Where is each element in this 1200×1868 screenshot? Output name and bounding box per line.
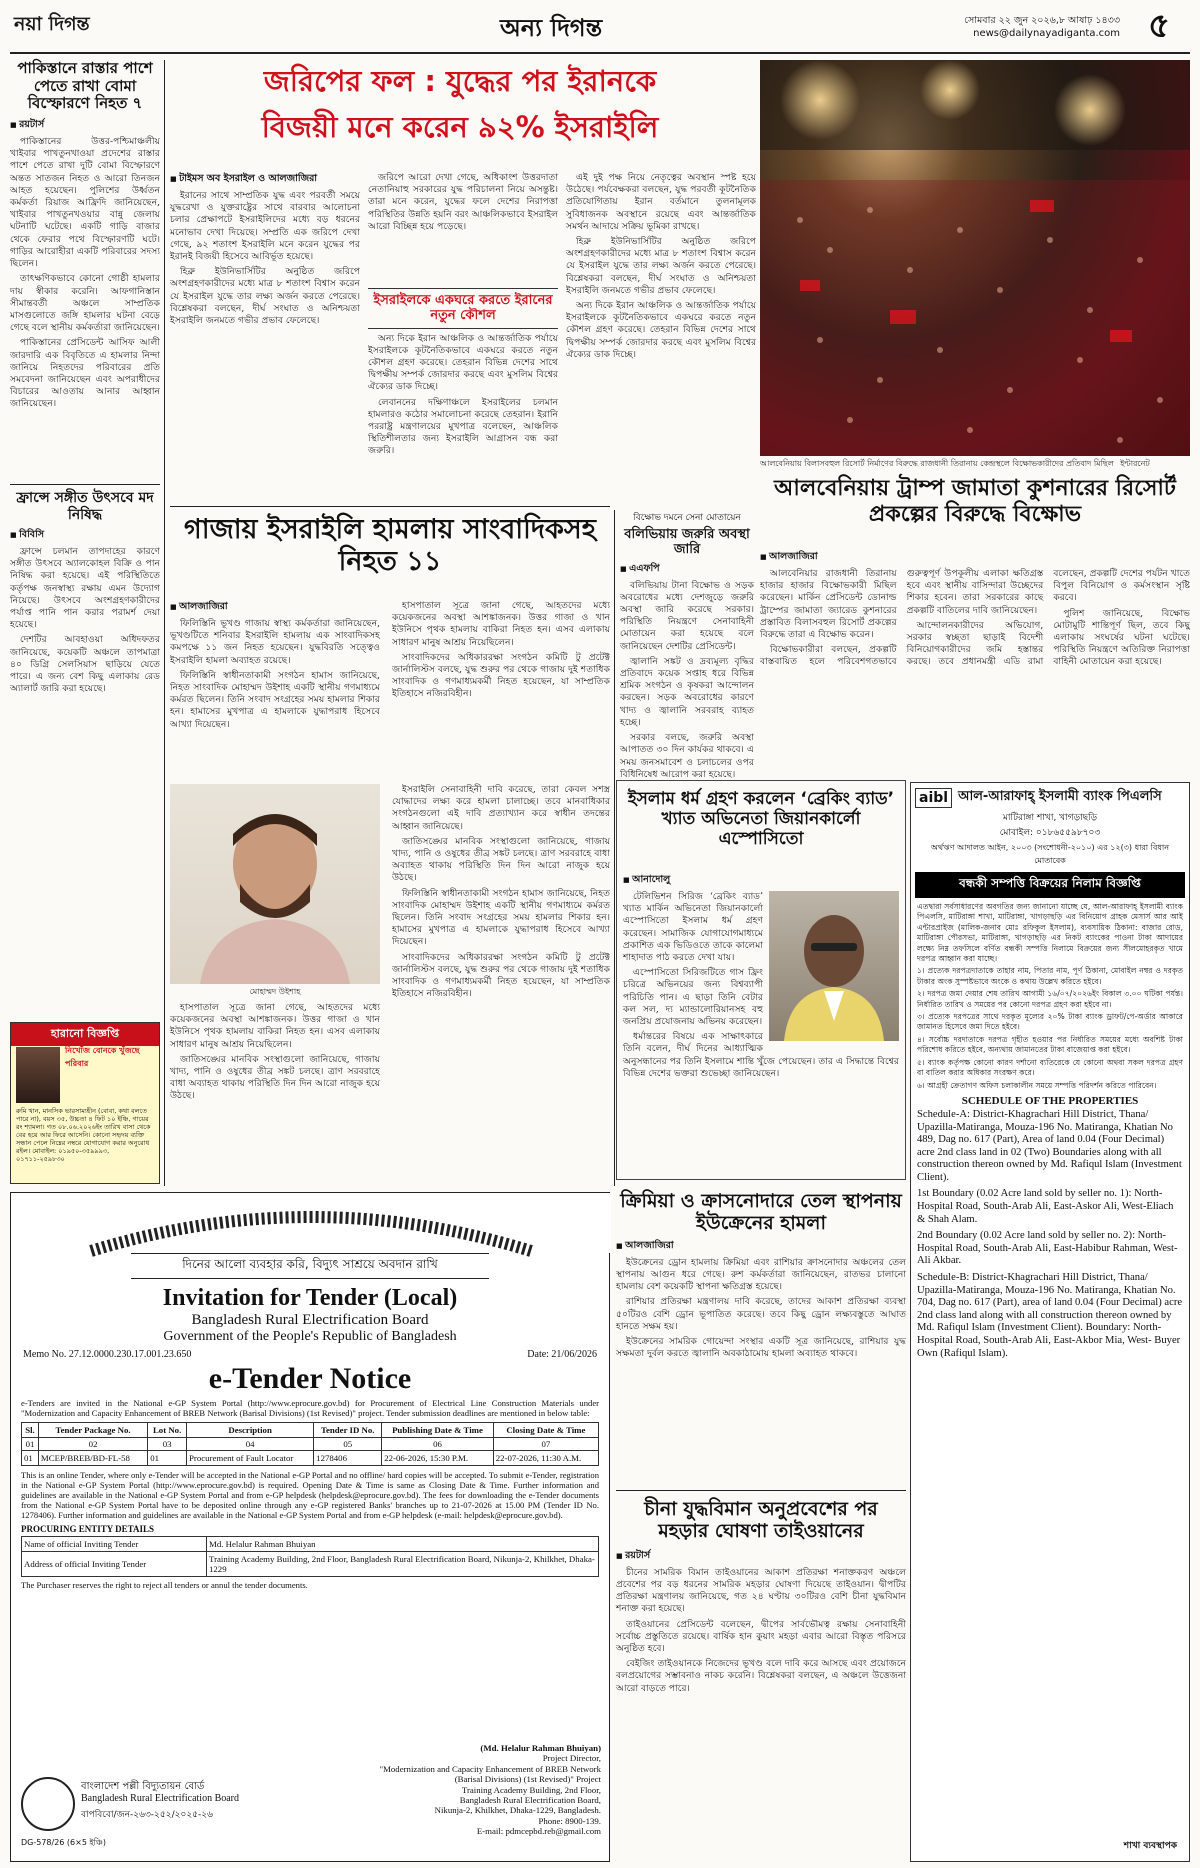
- bank-term: ৪। সর্বোচ্চ দরদাতাকে দরপত্র গৃহীত হওয়ার পর নির্ধারিত সময়ের মধ্যে অবশিষ্ট টাকা পরিশোধ করিতে হইবে, অন্যথায় জামানতের টাকা বাজেয়াপ্ত করা হইবে।: [917, 1034, 1183, 1055]
- main-story-col-1: [170, 172, 360, 502]
- tender-notice-title: e-Tender Notice: [208, 1362, 412, 1395]
- caption-credit: ইন্টারনেট: [1120, 459, 1150, 468]
- table-cell: 1278406: [314, 1451, 382, 1466]
- masthead-rule: [10, 52, 1190, 54]
- tender-memo: Memo No. 27.12.0000.230.17.001.23.650: [23, 1349, 192, 1360]
- table-header: Description: [187, 1423, 314, 1438]
- footer-en: Bangladesh Rural Electrification Board: [81, 1793, 240, 1804]
- france-headline[interactable]: ফ্রান্সে সঙ্গীত উৎসবে মদ নিষিদ্ধ: [16, 490, 154, 523]
- sign-line: Bangladesh Rural Electrification Board,: [459, 1795, 601, 1806]
- bank-header: [911, 783, 1189, 810]
- paragraph: বলিভিয়ায় টানা বিক্ষোভ ও সড়ক অবরোধের মধ্যে দেশজুড়ে জরুরি অবস্থা জারি করেছে সরকার। পরিস্থিতি নিয়ন্ত্রণে সেনাবাহিনী মোতায়েন করা হয়েছে বলে জানিয়েছেন দেশটির প্রেসিডেন্ট।: [620, 579, 754, 652]
- tender-slogan: দিনের আলো ব্যবহার করি, বিদ্যুৎ সাশ্রয়ে অবদান রাখি: [131, 1253, 489, 1279]
- bank-term: ৫। ব্যাংক কর্তৃপক্ষ কোনো কারণ দর্শানো ব্যতিরেকে যে কোনো অথবা সকল দরপত্র গ্রহণ বা বাতিল করার অধিকার সংরক্ষণ করে।: [917, 1057, 1183, 1078]
- paragraph: ইসরাইলি সেনাবাহিনী দাবি করেছে, তারা কেবল সশস্ত্র যোদ্ধাদের লক্ষ্য করে হামলা চালাচ্ছে। তবে মানবাধিকার সংগঠনগুলো এই দাবি প্রত্যাখ্যান করে স্বাধীন তদন্তের আহ্বান জানিয়েছে।: [392, 784, 610, 832]
- gaza-story-col-1: [170, 600, 380, 776]
- paragraph: অন্য দিকে ইরান আঞ্চলিক ও আন্তর্জাতিক পর্যায়ে ইসরাইলকে কূটনৈতিকভাবে একঘরে করতে নতুন কৌশল গ্রহণ করেছে। তেহরান বিভিন্ন দেশের সাথে দ্বিপক্ষীয় সম্পর্ক জোরদার করছে এবং মুসলিম বিশ্বের ঐক্যের ডাক দিচ্ছে।: [368, 332, 558, 393]
- column-rule: [614, 510, 615, 1186]
- table-header: Closing Date & Time: [493, 1423, 598, 1438]
- bank-mobile: মোবাইল: ০১৮৬৫৫৯৮৭০৩: [999, 828, 1101, 838]
- france-story: [10, 490, 160, 1015]
- table-header: Lot No.: [148, 1423, 187, 1438]
- entity-title: PROCURING ENTITY DETAILS: [21, 1524, 155, 1534]
- bank-term: ৬। আগ্রহী ক্রেতাগণ অফিস চলাকালীন সময়ে সম্পত্তি পরিদর্শন করিতে পারিবেন।: [917, 1080, 1157, 1090]
- paragraph: জরিপে আরো দেখা গেছে, অধিকাংশ উত্তরদাতা নেতানিয়াহু সরকারের যুদ্ধ পরিচালনা নিয়ে অসন্তুষ্ট। তারা মনে করেন, যুদ্ধের ফলে দেশের নিরাপত্তা পরিস্থিতির উন্নতি হয়নি বরং আঞ্চলিকভাবে ইসরাইল আরো বিচ্ছিন্ন হয়ে পড়েছে।: [368, 172, 558, 232]
- crimea-story: [616, 1186, 906, 1486]
- tender-notice: [10, 1192, 610, 1862]
- pakistan-story: [10, 60, 160, 480]
- paragraph: জ্বালানি সঙ্কট ও দ্রব্যমূল্য বৃদ্ধির প্রতিবাদে কয়েক সপ্তাহ ধরে বিভিন্ন শ্রমিক সংগঠন ও কৃষকরা আন্দোলন করছেন। সড়ক অবরোধের কারণে খাদ্য ও জ্বালানি সরবরাহ ব্যাহত হচ্ছে।: [620, 655, 754, 728]
- table-cell: 02: [38, 1438, 147, 1451]
- france-byline: ■ বিবিসি: [10, 528, 160, 543]
- albania-headline[interactable]: আলবেনিয়ায় ট্রাম্প জামাতা কুশনারের রিসোর্ট প্রকল্পের বিরুদ্ধে বিক্ষোভ: [774, 476, 1176, 527]
- bank-signature: শাখা ব্যবস্থাপক: [1123, 1841, 1177, 1851]
- tender-gov: Government of the People's Republic of Bangladesh: [163, 1329, 457, 1344]
- bolivia-story: [620, 510, 754, 780]
- bolivia-body: [620, 579, 754, 780]
- albania-body: [760, 568, 1190, 788]
- albania-protest-photo[interactable]: [760, 60, 1190, 456]
- crowd-illustration: [760, 60, 1190, 456]
- main-headline-line-1[interactable]: জরিপের ফল : যুদ্ধের পর ইরানকে: [263, 64, 657, 98]
- taiwan-story: [616, 1496, 906, 1862]
- table-index-row: [22, 1438, 599, 1451]
- paragraph: হিব্রু ইউনিভার্সিটির অনুষ্ঠিত জরিপে অংশগ্রহণকারীদের মধ্যে মাত্র ৮ শতাংশ বিশ্বাস করেন যে ইসরাইল যুদ্ধে তার লক্ষ্য অর্জন করতে পেরেছে। বিশ্লেষকরা বলছেন, দীর্ঘ সংঘাত ও অনিশ্চয়তা ইসরাইলি জনমতে গভীর প্রভাব ফেলেছে।: [170, 266, 360, 327]
- bank-branch: মাটিরাঙ্গা শাখা, খাগড়াছড়ি: [1002, 813, 1098, 823]
- journalist-photo-caption: মোহাম্মদ উইশাহ: [249, 987, 301, 996]
- breb-logo-icon: [21, 1777, 75, 1831]
- sign-line: (Barisal Divisions) (1st Revised)" Project: [454, 1774, 601, 1785]
- crimea-headline[interactable]: ক্রিমিয়া ও ক্রাসনোদারে তেল স্থাপনায় ইউক্রেনের হামলা: [620, 1190, 902, 1235]
- paragraph: ফ্রান্সে চলমান তাপদাহের কারণে সঙ্গীত উৎসবে অ্যালকোহল বিক্রি ও পান নিষিদ্ধ করা হয়েছে। এই পরিস্থিতিতে কর্তৃপক্ষ জনস্বাস্থ্য রক্ষায় এমন উদ্যোগ নিয়েছে। উৎসবে অংশগ্রহণকারীদের পর্যাপ্ত পানি পান করার পরামর্শ দেয়া হয়েছে।: [10, 546, 160, 631]
- bolivia-kicker: বিক্ষোভ দমনে সেনা মোতায়েন: [633, 513, 741, 523]
- gaza-story-col-3: [392, 784, 610, 1184]
- paragraph: দেশটির আবহাওয়া অধিদফতর জানিয়েছে, কয়েকটি অঞ্চলে তাপমাত্রা ৪০ ডিগ্রি সেলসিয়াস ছাড়িয়ে যেতে পারে। এ জন্য বেশ কিছু এলাকায় রেড অ্যালার্ট জারি করা হয়েছে।: [10, 634, 160, 695]
- table-cell: 01: [22, 1451, 39, 1466]
- actor-photo[interactable]: [769, 891, 899, 1041]
- tender-table: [21, 1422, 599, 1466]
- table-cell: 03: [148, 1438, 187, 1451]
- paragraph: সাংবাদিকদের অধিকাররক্ষা সংগঠন কমিটি টু প্রটেক্ট জার্নালিস্টস বলছে, যুদ্ধ শুরুর পর থেকে গাজায় দুই শতাধিক সাংবাদিক ও গণমাধ্যমকর্মী নিহত হয়েছেন, যা সাম্প্রতিক ইতিহাসে নজিরবিহীন।: [392, 951, 610, 1000]
- pakistan-byline: ■ রয়টার্স: [10, 118, 160, 133]
- gaza-body: [392, 600, 610, 776]
- main-body: [170, 190, 360, 500]
- islam-byline: ■ আনাদোলু: [623, 873, 899, 888]
- paragraph: হাসপাতাল সূত্রে জানা গেছে, আহতদের মধ্যে কয়েকজনের অবস্থা আশঙ্কাজনক। উত্তর গাজা ও খান ইউনিসে পৃথক হামলায় বাকিরা নিহত হন। এসব এলাকায় সাধারণ মানুষ আশ্রয় নিয়েছিলেন।: [170, 1002, 380, 1050]
- table-header: Sl.: [22, 1423, 39, 1438]
- entity-table: [21, 1536, 599, 1577]
- tender-memo-row: [11, 1345, 609, 1360]
- taiwan-body: [616, 1567, 906, 1857]
- crimea-byline: ■ আলজাজিরা: [616, 1239, 906, 1254]
- gaza-headline[interactable]: গাজায় ইসরাইলি হামলায় সাংবাদিকসহ নিহত ১১: [184, 514, 596, 577]
- gaza-body: [170, 1002, 380, 1184]
- paragraph: সরকার বলছে, জরুরি অবস্থা আপাতত ৩০ দিন কার্যকর থাকবে। এ সময় জনসমাবেশ ও চলাচলের ওপর বিধিনিষেধ আরোপ করা হয়েছে।: [620, 732, 754, 780]
- journalist-photo[interactable]: [170, 784, 380, 984]
- tender-title: Invitation for Tender (Local): [162, 1285, 458, 1311]
- islam-headline[interactable]: ইসলাম ধর্ম গ্রহণ করলেন ‘ব্রেকিং ব্যাড’ খ্যাত অভিনেতা জিয়ানকার্লো এস্পোসিতো: [627, 789, 895, 850]
- divider: [170, 506, 610, 507]
- crimea-body: [616, 1257, 906, 1457]
- footer-bn-2: বাপবিবো/জন-২৬৩-২৫২/২০২৫-২৬: [81, 1810, 213, 1820]
- paragraph: পাকিস্তানের প্রেসিডেন্ট আসিফ আলী জারদারি এক বিবৃতিতে এ হামলার নিন্দা জানিয়ে নিহতদের পরিবারের প্রতি সমবেদনা জানিয়েছেন এবং অপরাধীদের বিচারের আওতায় আনার আহ্বান জানিয়েছেন।: [10, 337, 160, 410]
- paragraph: চীনের সামরিক বিমান তাইওয়ানের আকাশ প্রতিরক্ষা শনাক্তকরণ অঞ্চলে প্রবেশের পর বড় ধরনের সামরিক মহড়ার ঘোষণা দিয়েছে তাইওয়ান। দ্বীপটির প্রতিরক্ষা মন্ত্রণালয় জানিয়েছে, গত ২৪ ঘণ্টায় ৩০টিরও বেশি চীনা যুদ্ধবিমান শনাক্ত করা হয়েছে।: [616, 1566, 906, 1615]
- sign-email[interactable]: E-mail: pdmcepbd.reb@gmail.com: [476, 1826, 601, 1837]
- page-date: সোমবার ২২ জুন ২০২৬,৮ আষাঢ় ১৪৩৩: [964, 15, 1120, 26]
- sign-name: (Md. Helalur Rahman Bhuiyan): [480, 1743, 601, 1753]
- divider: [616, 1490, 906, 1491]
- paragraph: এই দুই পক্ষ নিয়ে নেতৃত্বের অবস্থান স্পষ্ট হয়ে উঠেছে। পর্যবেক্ষকরা বলছেন, যুদ্ধ পরবর্তী কূটনৈতিক প্রতিযোগিতায় ইরান বর্তমানে তুলনামূলক সুবিধাজনক অবস্থানে রয়েছে এবং আন্তর্জাতিক সমর্থন আদায়ে সক্রিয় ভূমিকা রাখছে।: [566, 172, 756, 232]
- paragraph: ফিলিস্তিনি স্বাধীনতাকামী সংগঠন হামাস জানিয়েছে, নিহত সাংবাদিক মোহাম্মদ উইশাহ একটি স্থানীয় গণমাধ্যমে কর্মরত ছিলেন। তিনি সংবাদ সংগ্রহের সময় হামলার শিকার হন। হামাসের মুখপাত্র এ হামলাকে যুদ্ধাপরাধ হিসেবে আখ্যা দিয়েছেন।: [170, 669, 380, 730]
- paragraph: আন্দোলনকারীদের অভিযোগ, সরকার স্বচ্ছতা ছাড়াই বিদেশী বিনিয়োগকারীদের জমি হস্তান্তর করছে। তবে প্রধানমন্ত্রী এডি রামা বলেছেন, প্রকল্পটি দেশের পর্যটন খাতে বিপুল বিনিয়োগ ও কর্মসংস্থান সৃষ্টি করবে।: [906, 568, 1190, 668]
- paragraph: ফিলিস্তিনি ভূখণ্ড গাজায় স্বাস্থ্য কর্মকর্তারা জানিয়েছেন, ভূখণ্ডটিতে শনিবার ইসরাইলি হামলায় এক সাংবাদিকসহ কমপক্ষে ১১ জন নিহত হয়েছেন। যুদ্ধবিরতি সত্ত্বেও ইসরাইলি হামলা অব্যাহত রয়েছে।: [170, 618, 380, 666]
- sign-line: Training Academy Building, 2nd Floor,: [461, 1784, 601, 1795]
- paragraph: সাংবাদিকদের অধিকাররক্ষা সংগঠন কমিটি টু প্রটেক্ট জার্নালিস্টস বলছে, যুদ্ধ শুরুর পর থেকে গাজায় দুই শতাধিক সাংবাদিক ও গণমাধ্যমকর্মী নিহত হয়েছেন, যা সাম্প্রতিক ইতিহাসে নজিরবিহীন।: [392, 651, 610, 700]
- bolivia-headline[interactable]: বলিভিয়ায় জরুরি অবস্থা জারি: [624, 527, 750, 558]
- paragraph: হাসপাতাল সূত্রে জানা গেছে, আহতদের মধ্যে কয়েকজনের অবস্থা আশঙ্কাজনক। উত্তর গাজা ও খান ইউনিসে পৃথক হামলায় বাকিরা নিহত হন। এসব এলাকায় সাধারণ মানুষ আশ্রয় নিয়েছিলেন।: [392, 600, 610, 648]
- bank-term: ২। দরপত্র জমা দেয়ার শেষ তারিখ আগামী ১৬/০৭/২০২৬ইং বিকাল ৩.০০ ঘটিকা পর্যন্ত। নির্ধারিত তারিখ ও সময়ের পর কোনো দরপত্র গ্রহণ করা হইবে না।: [917, 989, 1183, 1009]
- table-cell: 01: [22, 1438, 39, 1451]
- main-body: [368, 172, 558, 284]
- islam-story-inner: [623, 873, 899, 1173]
- tender-intro: e-Tenders are invited in the National e-GP System Portal (http://www.eprocure.gov.bd) for Procurement of Electrical Line Construction Materials under "Modernization and Capacity Enhancement of BREB Network (Barisal Divisions) (1st Revised)" project. Tender submission deadlines are mentioned in below table:: [21, 1398, 599, 1418]
- sign-line: "Modernization and Capacity Enhancement of BREB Network: [379, 1763, 601, 1774]
- table-cell: 06: [382, 1438, 493, 1451]
- schedule-a: Schedule-A: District-Khagrachari Hill District, Thana/ Upazilla-Matiranga, Mouza-196 No. Matiranga, Khatian No 489, Dag no. 617 (Part), Area of land 0.04 (Four Decimal) acre 2nd class land in 02 (Two) Boundaries along with all construction thereon owned by Md. Rafiqul Islam (Investment Client).: [917, 1108, 1182, 1183]
- paragraph: এস্পোসিতো সিরিজটিতে গাস ফ্রিং চরিত্রে অভিনয়ের জন্য বিশ্বব্যাপী পরিচিতি পান। এ ছাড়া তিনি বেটার কল সল, দ্য ম্যান্ডালোরিয়ানসহ বহু জনপ্রিয় প্রযোজনায় অভিনয় করেছেন।: [623, 967, 763, 1028]
- main-sub-headline[interactable]: ইসরাইলকে একঘরে করতে ইরানের নতুন কৌশল: [368, 288, 558, 329]
- paragraph: টেলিভিশন সিরিজ ‘ব্রেকিং ব্যাড’ খ্যাত মার্কিন অভিনেতা জিয়ানকার্লো এস্পোসিতো ইসলাম ধর্ম গ্রহণ করেছেন। সামাজিক যোগাযোগমাধ্যমে প্রকাশিত এক ভিডিওতে তাকে কালেমা শাহাদাত পাঠ করতে দেখা যায়।: [623, 891, 763, 964]
- tender-rights: The Purchaser reserves the right to reject all tenders or annul the tender documents.: [21, 1580, 308, 1590]
- taiwan-headline[interactable]: চীনা যুদ্ধবিমান অনুপ্রবেশের পর মহড়ার ঘোষণা তাইওয়ানের: [644, 1498, 878, 1543]
- boundary-1: 1st Boundary (0.02 Acre land sold by seller no. 1): North-Hospital Road, South-Arab Ali, East-Askor Ali, West-Eliach & Shah Alam.: [917, 1188, 1174, 1225]
- table-cell: 01: [148, 1451, 187, 1466]
- page-number: ৫: [1147, 6, 1171, 46]
- main-story-byline: ■ টাইমস অব ইসরাইল ও আলজাজিরা: [170, 172, 360, 187]
- footer-bn-1: বাংলাদেশ পল্লী বিদ্যুতায়ন বোর্ড: [81, 1781, 205, 1792]
- table-cell: Md. Helalur Rahman Bhuiyan: [207, 1537, 599, 1552]
- paragraph: পুলিশ জানিয়েছে, বিক্ষোভ মোটামুটি শান্তিপূর্ণ ছিল, তবে কিছু এলাকায় সংঘর্ষের ঘটনা ঘটেছে। পরিস্থিতি নিয়ন্ত্রণে অতিরিক্ত নিরাপত্তা বাহিনী মোতায়েন করা হয়েছে।: [1053, 607, 1190, 668]
- paragraph: জাতিসঙ্ঘের মানবিক সংস্থাগুলো জানিয়েছে, গাজায় খাদ্য, পানি ও ওষুধের তীব্র সঙ্কট চলছে। ত্রাণ সরবরাহে বাধা অব্যাহত থাকায় পরিস্থিতি দিন দিন আরো নাজুক হয়ে উঠছে।: [170, 1053, 380, 1102]
- sign-title: Project Director,: [542, 1753, 601, 1764]
- paragraph: পাকিস্তানের উত্তর-পশ্চিমাঞ্চলীয় খাইবার পাখতুনখাওয়া প্রদেশের রাস্তার পাশে পেতে রাখা দুটি বোমা বিস্ফোরণে অন্তত সাতজন নিহত ও আরো তিনজন আহত হয়েছেন। পুলিশের উর্ধ্বতন কর্মকর্তা রিয়াজ আফ্রিদি জানিয়েছেন, খাইবার পাখতুনখওয়ার বান্নু জেলায় ঘটনাটি ঘটেছে। একটি গাড়ি বাজার থেকে ফেরার পথে বিস্ফোরণটি ঘটে। গাড়ির আরোহীরা একটি পরিবারের সদস্য ছিলেন।: [10, 136, 160, 270]
- masthead: [10, 6, 1190, 50]
- tender-org: Bangladesh Rural Electrification Board: [191, 1312, 429, 1328]
- paragraph: রাশিয়ার প্রতিরক্ষা মন্ত্রণালয় দাবি করেছে, তাদের আকাশ প্রতিরক্ষা ব্যবস্থা ৫০টিরও বেশি ড্রোন ভূপাতিত করেছে। তবে কিছু ড্রোন লক্ষ্যবস্তুতে আঘাত হানতে সক্ষম হয়।: [616, 1296, 906, 1332]
- table-cell: 07: [493, 1438, 598, 1451]
- lost-notice-heading: নিখোঁজ বোনকে খুঁজছে পরিবার: [65, 1046, 140, 1068]
- gaza-body: [392, 784, 610, 1184]
- sign-line: Nikunja-2, Khilkhet, Dhaka-1229, Bangladesh.: [434, 1805, 601, 1816]
- gaza-byline: ■ আলজাজিরা: [170, 600, 380, 615]
- lost-notice-text: রুমি খান, মানসিক ভারসাম্যহীন (বোবা, কথা বলতে পারে না), বয়স ৩৫, উচ্চতা ৪ ফিট ১০ ইঞ্চি, গায়ের রং শ্যামলা। গত ০৮.০৬.২০২৬ইং তারিখ বাসা থেকে বের হয়ে আর ফিরে আসেনি। কোনো সহৃদয় ব্যক্তি সন্ধান পেলে নিম্নের নম্বরে যোগাযোগ করার অনুরোধ রইল। মোবাইল: ০১৯৫০-৩৫৯৯৯৩, ০১৭১১-২৫৯৮৩০: [16, 1107, 151, 1163]
- tender-note: This is an online Tender, where only e-Tender will be accepted in the National e-GP Portal and no offline/ hard copies will be accepted. To submit e-Tender, registration in the National e-GP System Portal (http://www.eprocure.gov.bd) is required. Opening Date & Time is same as Closing Date & Time. Further information and guidelines are available in the National e-GP System Portal and from e-GP helpdesk (helpdesk@eprocure.gov.bd). The fees for downloading the e-Tender documents from the National e-GP System Portal have to be deposited online through any e-GP registered Banks' branches up to 21-07-2026 at 15.00 PM (Tender ID No. 1278406). Further information and guidelines are available in the National e-GP System Portal and from e-GP helpdesk (e-mail: helpdesk@eprocure.gov.bd).: [21, 1470, 599, 1520]
- column-rule: [164, 60, 165, 1186]
- schedule-b: Schedule-B: District-Khagrachari Hill District, Thana/ Upazilla-Matiranga, Mouza-196 No. Matiranga, Khatian No. 704, Dag no. 617 (Part), area of land 0.04 (Four Decimal) acre 2nd class land along with all construction thereon owned by Md. Rafiqul Islam (Investment Client). Boundary: North-Hospital Road, South-Arab Ali, East-Akbor Mia, West- Buyer Own (Rafiqul Islam).: [917, 1272, 1183, 1359]
- main-headline: [170, 58, 750, 168]
- paragraph: ইরানের সাথে সাম্প্রতিক যুদ্ধ এবং পরবর্তী সময়ে যুদ্ধরেখা ও যুক্তরাষ্ট্রের সাথে বারবার আলোচনা চলার প্রেক্ষাপটে ইসরাইলিদের মধ্যে বড় ধরনের মনোভাব দেখা দিয়েছে। সম্প্রতি এক জরিপে দেখা গেছে, ৯২ শতাংশ ইসরাইলি মনে করেন যুদ্ধের পর ইরানই বিজয়ী হিসেবে আবির্ভূত হয়েছে।: [170, 190, 360, 263]
- table-row: [22, 1552, 599, 1577]
- bolivia-byline: ■ এএফপি: [620, 562, 754, 577]
- france-body: [10, 546, 160, 1016]
- tender-footer: [21, 1743, 601, 1853]
- paragraph: তাইওয়ানের প্রেসিডেন্ট বলেছেন, দ্বীপের সার্বভৌমত্ব রক্ষায় সেনাবাহিনী সর্বোচ্চ প্রস্তুতিতে রয়েছে। বার্ষিক হান কুয়াং মহড়া এবার আরো বিস্তৃত পরিসরে অনুষ্ঠিত হবে।: [616, 1618, 906, 1655]
- actor-portrait: [769, 891, 899, 1041]
- islam-story-box: [616, 780, 906, 1180]
- contact-email[interactable]: news@dailynayadiganta.com: [973, 28, 1120, 39]
- paragraph: অন্য দিকে ইরান আঞ্চলিক ও আন্তর্জাতিক পর্যায়ে ইসরাইলকে কূটনৈতিকভাবে একঘরে করতে নতুন কৌশল গ্রহণ করেছে। তেহরান বিভিন্ন দেশের সাথে দ্বিপক্ষীয় সম্পর্ক জোরদার করছে এবং মুসলিম বিশ্বের ঐক্যের ডাক দিচ্ছে।: [566, 300, 756, 360]
- albania-story: [760, 550, 1190, 790]
- paragraph: আলবেনিয়ার রাজধানী তিরানায় হাজার হাজার বিক্ষোভকারী মিছিল করেছেন। মার্কিন প্রেসিডেন্ট ডোনাল্ড ট্রাম্পের জামাতা জ্যারেড কুশনারের প্রস্তাবিত বিলাসবহুল রিসোর্ট প্রকল্পের বিরুদ্ধে তারা এ বিক্ষোভ করেন।: [760, 568, 897, 641]
- table-cell: 04: [187, 1438, 314, 1451]
- paragraph: ধর্মান্তরের বিষয়ে এক সাক্ষাৎকারে তিনি বলেন, দীর্ঘ দিনের আধ্যাত্মিক অনুসন্ধানের পর তিনি ইসলামে শান্তি খুঁজে পেয়েছেন। তার এ সিদ্ধান্তে বিশ্বের বিভিন্ন দেশের ভক্তরা শুভেচ্ছা জানিয়েছেন।: [623, 1031, 899, 1079]
- missing-person-photo: [16, 1047, 60, 1103]
- journalist-portrait: [170, 784, 380, 984]
- sign-line: Phone: 8900-139.: [538, 1815, 601, 1826]
- divider: [10, 484, 160, 485]
- paragraph: ইউক্রেনের সামরিক গোয়েন্দা সংস্থার একটি সূত্র জানিয়েছে, রাশিয়ার যুদ্ধ সক্ষমতা দুর্বল করতে জ্বালানি অবকাঠামোয় হামলা অব্যাহত থাকবে।: [616, 1336, 906, 1360]
- gaza-story-col-1b: [170, 1002, 380, 1184]
- main-body: [368, 333, 558, 499]
- paragraph: বিক্ষোভকারীরা বলছেন, প্রকল্পটি বাস্তবায়িত হলে পরিবেশগতভাবে গুরুত্বপূর্ণ উপকূলীয় এলাকা ক্ষতিগ্রস্ত হবে এবং স্থানীয় বাসিন্দারা উচ্ছেদের শিকার হবেন। তারা সরকারের কাছে প্রকল্পটি বাতিলের দাবি জানিয়েছেন।: [760, 568, 1044, 668]
- paragraph: ইউক্রেনের ড্রোন হামলায় ক্রিমিয়া এবং রাশিয়ার ক্রাসনোদার অঞ্চলের তেল স্থাপনায় আগুন ধরে গেছে। রুশ কর্মকর্তারা জানিয়েছেন, রাতভর চালানো হামলায় বেশ কয়েকটি স্থাপনা ক্ষতিগ্রস্ত হয়েছে।: [616, 1256, 906, 1293]
- table-cell: Name of official Inviting Tender: [22, 1537, 207, 1552]
- table-header: Publishing Date & Time: [382, 1423, 493, 1438]
- bank-notice: [910, 782, 1190, 1862]
- pakistan-body: [10, 136, 160, 476]
- albania-byline: ■ আলজাজিরা: [760, 550, 1190, 565]
- bank-intro: এতদ্বারা সর্বসাধারণের অবগতির জন্য জানানো যাচ্ছে যে, আল-আরাফাহ্ ইসলামী ব্যাংক পিএলসি, মাটিরাঙ্গা শাখা, মাটিরাঙ্গা, খাগড়াছড়ি এর বিনিয়োগ গ্রাহক মেসার্স আর আই এন্টারপ্রাইজ (মালিক-জনাব মোঃ রফিকুল ইসলাম), ব্যবসায়িক ঠিকানা: বাজার রোড, মাটিরাঙ্গা পৌরসভা, মাটিরাঙ্গা, খাগড়াছড়ি এর নিকট ব্যাংকের পাওনা টাকা আদায়ের লক্ষ্যে নিম্ন তফসিলে বর্ণিত বন্ধকী সম্পত্তি নিলামে বিক্রয়ের জন্য সীলমোহরকৃত খামে দরপত্র আহ্বান করা যাচ্ছে।: [917, 902, 1183, 964]
- bank-law-line: অর্থঋণ আদালত আইন, ২০০৩ (সংশোধনী-২০১০) এর ১২(৩) ধারা বিধান মোতাবেক: [931, 843, 1169, 865]
- lost-notice: [10, 1022, 160, 1184]
- bank-name: আল-আরাফাহ্ ইসলামী ব্যাংক পিএলসি: [958, 789, 1162, 804]
- schedule-details: [911, 1109, 1189, 1360]
- paragraph: হিব্রু ইউনিভার্সিটির অনুষ্ঠিত জরিপে অংশগ্রহণকারীদের মধ্যে মাত্র ৮ শতাংশ বিশ্বাস করেন যে ইসরাইল যুদ্ধে তার লক্ষ্য অর্জন করতে পেরেছে। বিশ্লেষকরা বলছেন, দীর্ঘ সংঘাত ও অনিশ্চয়তা ইসরাইলি জনমতে গভীর প্রভাব ফেলেছে।: [566, 236, 756, 296]
- albania-photo-caption: [760, 458, 1190, 470]
- table-header: Tender Package No.: [38, 1423, 147, 1438]
- paragraph: তাৎক্ষণিকভাবে কোনো গোষ্ঠী হামলার দায় স্বীকার করেনি। আফগানিস্তান সীমান্তবর্তী অঞ্চলে সাম্প্রতিক মাসগুলোতে জঙ্গি হামলার ঘটনা বেড়ে গেছে বলে স্থানীয় কর্মকর্তারা জানিয়েছেন।: [10, 273, 160, 334]
- gaza-body: [170, 618, 380, 778]
- main-story-col-2: [368, 172, 558, 502]
- bank-logo: aibl: [915, 788, 952, 808]
- main-headline-line-2[interactable]: বিজয়ী মনে করেন ৯২% ইসরাইলি: [261, 110, 659, 144]
- table-cell: Address of official Inviting Tender: [22, 1552, 207, 1577]
- gaza-story-col-2: [392, 600, 610, 776]
- boundary-2: 2nd Boundary (0.02 Acre land sold by seller no. 2): North-Hospital Road, South-Arab Ali, East-Habibur Rahman, West-Ali Akbar.: [917, 1230, 1178, 1267]
- main-story-col-3: [566, 172, 756, 502]
- table-header: Tender ID No.: [314, 1423, 382, 1438]
- table-cell: 22-07-2026, 11:30 A.M.: [493, 1451, 598, 1466]
- bank-notice-title: বন্ধকী সম্পত্তি বিক্রয়ের নিলাম বিজ্ঞপ্তি: [915, 872, 1185, 898]
- dg-number: DG-578/26 (6×5 ইঞ্চি): [21, 1838, 107, 1847]
- lost-notice-title: হারানো বিজ্ঞপ্তি: [11, 1023, 159, 1046]
- paragraph: ফিলিস্তিনি স্বাধীনতাকামী সংগঠন হামাস জানিয়েছে, নিহত সাংবাদিক মোহাম্মদ উইশাহ একটি স্থানীয় গণমাধ্যমে কর্মরত ছিলেন। তিনি সংবাদ সংগ্রহের সময় হামলার শিকার হন। হামাসের মুখপাত্র এ হামলাকে যুদ্ধাপরাধ হিসেবে আখ্যা দিয়েছেন।: [392, 887, 610, 948]
- paragraph: জাতিসঙ্ঘের মানবিক সংস্থাগুলো জানিয়েছে, গাজায় খাদ্য, পানি ও ওষুধের তীব্র সঙ্কট চলছে। ত্রাণ সরবরাহে বাধা অব্যাহত থাকায় পরিস্থিতি দিন দিন আরো নাজুক হয়ে উঠছে।: [392, 835, 610, 884]
- bank-terms: [911, 966, 1189, 1090]
- table-header-row: [22, 1423, 599, 1438]
- table-cell: Procurement of Fault Locator: [187, 1451, 314, 1466]
- bank-term: ৩। প্রত্যেক দরপত্রের সাথে দরকৃত মূল্যের ২০% টাকা ব্যাংক ড্রাফট/পে-অর্ডার আকারে জামানত হিসেবে জমা দিতে হইবে।: [917, 1012, 1183, 1032]
- tender-decoration: [11, 1193, 611, 1253]
- tender-date: Date: 21/06/2026: [527, 1349, 597, 1360]
- table-cell: Training Academy Building, 2nd Floor, Bangladesh Rural Electrification Board, Nikunja-2, Khilkhet, Dhaka-1229: [207, 1552, 599, 1577]
- schedule-title: SCHEDULE OF THE PROPERTIES: [961, 1094, 1139, 1107]
- pakistan-headline[interactable]: পাকিস্তানে রাস্তার পাশে পেতে রাখা বোমা বিস্ফোরণে নিহত ৭: [17, 59, 153, 113]
- tender-signature: [311, 1743, 601, 1837]
- section-title: অন্য দিগন্ত: [500, 14, 603, 42]
- paragraph: বেইজিং তাইওয়ানকে নিজেদের ভূখণ্ড বলে দাবি করে আসছে এবং প্রয়োজনে বলপ্রয়োগের সম্ভাবনাও নাকচ করেনি। বিশ্লেষকরা বলছেন, এ অঞ্চলে উত্তেজনা আরো বাড়তে পারে।: [616, 1658, 906, 1694]
- table-row: [22, 1537, 599, 1552]
- taiwan-byline: ■ রয়টার্স: [616, 1549, 906, 1564]
- table-cell: 05: [314, 1438, 382, 1451]
- table-row[interactable]: [22, 1451, 599, 1466]
- table-cell: 22-06-2026, 15:30 P.M.: [382, 1451, 493, 1466]
- paragraph: লেবাননের দক্ষিণাঞ্চলে ইসরাইলের চলমান হামলারও কঠোর সমালোচনা করেছে তেহরান। ইরানি পররাষ্ট্র মন্ত্রণালয়ের মুখপাত্র বলেছেন, আঞ্চলিক স্থিতিশীলতার জন্য ইসরাইলি আগ্রাসন বন্ধ করা জরুরি।: [368, 396, 558, 457]
- bank-term: ১। প্রত্যেক দরপত্রদাতাকে তাহার নাম, পিতার নাম, পূর্ণ ঠিকানা, মোবাইল নম্বর ও দরকৃত টাকার অংক সুস্পষ্টভাবে অংকে ও কথায় উল্লেখ করিতে হইবে।: [917, 966, 1183, 986]
- caption-text: আলবেনিয়ায় বিলাসবহুল রিসোর্ট নির্মাণের বিরুদ্ধে রাজধানী তিরানায় কেন্দ্রস্থলে বিক্ষোভকারীদের প্রতিবাদ মিছিল: [760, 459, 1114, 468]
- main-body: [566, 172, 756, 502]
- table-cell: MCEP/BREB/BD-FL-58: [38, 1451, 147, 1466]
- newspaper-logo[interactable]: নয়া দিগন্ত: [14, 13, 90, 35]
